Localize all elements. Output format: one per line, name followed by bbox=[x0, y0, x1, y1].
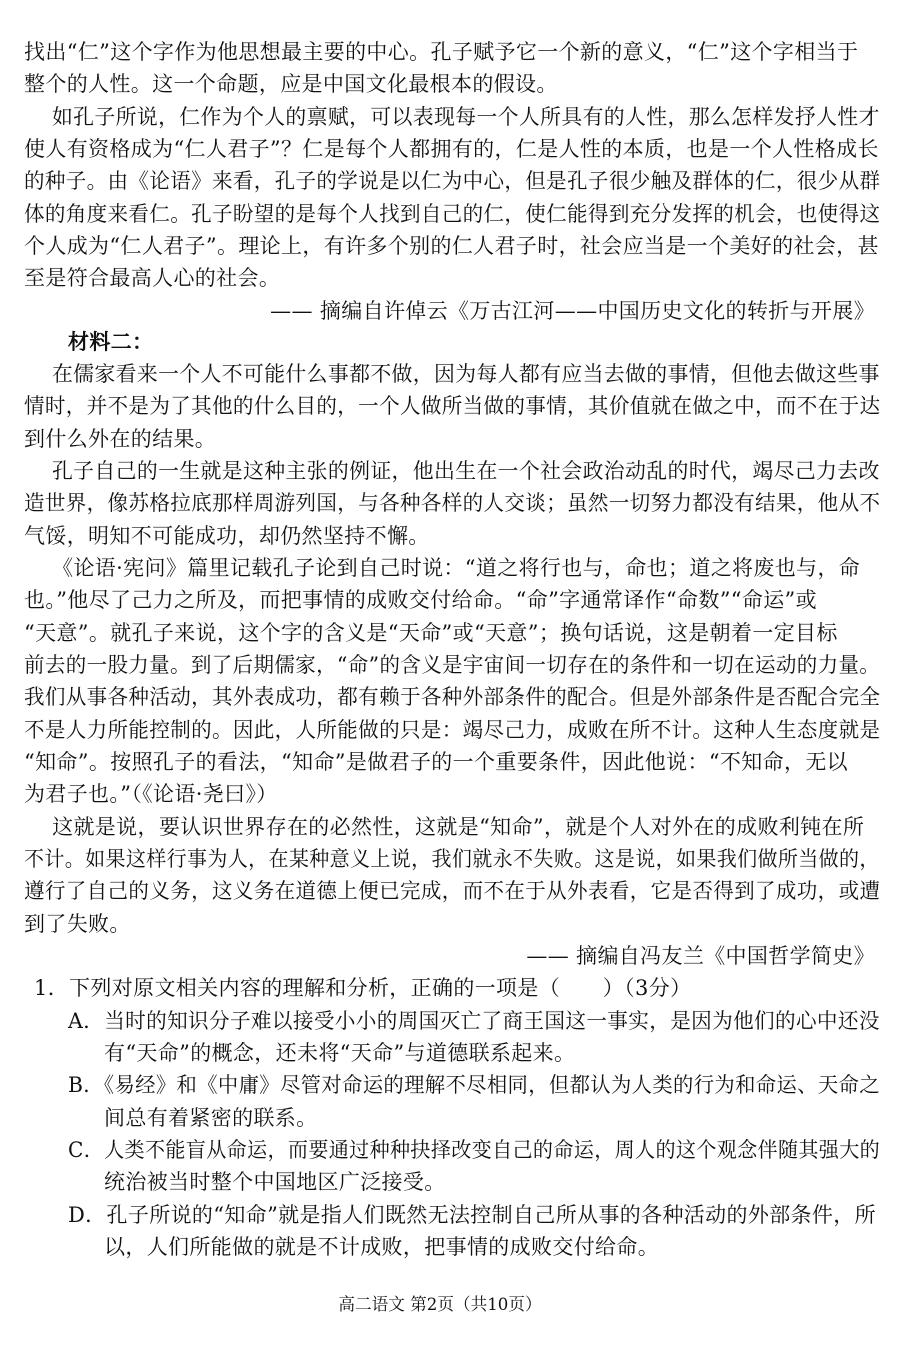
text-line: 不是人力所能控制的。因此，人所能做的只是：竭尽己力，成败在所不计。这种人生态度就是 bbox=[24, 718, 881, 742]
text-line: 为君子也。”（《论语·尧曰》） bbox=[24, 782, 278, 806]
text-line: 体的角度来看仁。孔子盼望的是每个人找到自己的仁，使仁能得到充分发挥的机会，也使得这 bbox=[24, 202, 881, 226]
text-line: 使人有资格成为“仁人君子”？仁是每个人都拥有的，仁是人性的本质，也是一个人性格成长 bbox=[24, 137, 879, 161]
text-line: 到什么外在的结果。 bbox=[24, 427, 217, 451]
text-line: 不计。如果这样行事为人，在某种意义上说，我们就永不失败。这是说，如果我们做所当做的， bbox=[24, 847, 880, 871]
text-line: 我们从事各种活动，其外表成功，都有赖于各种外部条件的配合。但是外部条件是否配合完全 bbox=[24, 685, 881, 709]
text-line: 遵行了自己的义务，这义务在道德上便已完成，而不在于从外表看，它是否得到了成功，或遭 bbox=[24, 879, 881, 903]
text-line: 在儒家看来一个人不可能什么事都不做，因为每人都有应当去做的事情，但他去做这些事 bbox=[24, 362, 880, 386]
text-line: 至是符合最高人心的社会。 bbox=[24, 266, 281, 290]
question-stem: 1．下列对原文相关内容的理解和分析，正确的一项是（ ）（3分） bbox=[34, 976, 692, 1000]
text-line: 孔子自己的一生就是这种主张的例证，他出生在一个社会政治动乱的时代，竭尽己力去改 bbox=[24, 459, 880, 483]
text-line: “天意”。就孔子来说，这个字的含义是“天命”或“天意”；换句话说，这是朝着一定目标 bbox=[24, 621, 838, 645]
text-line: 找出“仁”这个字作为他思想最主要的中心。孔子赋予它一个新的意义，“仁”这个字相当于 bbox=[24, 40, 859, 64]
text-line: 个人成为“仁人君子”。理论上，有许多个别的仁人君子时，社会应当是一个美好的社会，甚 bbox=[24, 234, 879, 258]
text-line: 气馁，明知不可能成功，却仍然坚持不懈。 bbox=[24, 524, 430, 548]
text-line: 造世界，像苏格拉底那样周游列国，与各种各样的人交谈；虽然一切努力都没有结果，他从不 bbox=[24, 491, 881, 515]
text-line: 整个的人性。这一个命题，应是中国文化最根本的假设。 bbox=[24, 72, 558, 96]
option-b: B．《易经》和《中庸》尽管对命运的理解不尽相同，但都认为人类的行为和命运、天命之 bbox=[68, 1073, 880, 1097]
text-line: 《论语·宪问》篇里记载孔子论到自己时说：“道之将行也与，命也；道之将废也与，命 bbox=[24, 556, 861, 580]
option-b: 间总有着紧密的联系。 bbox=[104, 1106, 318, 1130]
text-line: 如孔子所说，仁作为个人的禀赋，可以表现每一个人所具有的人性，那么怎样发抒人性才 bbox=[24, 105, 880, 129]
source-citation: —— 摘编自许倬云《万古江河——中国历史文化的转折与开展》 bbox=[270, 299, 875, 323]
option-a: A．当时的知识分子难以接受小小的周国灭亡了商王国这一事实，是因为他们的心中还没 bbox=[68, 1009, 880, 1033]
text-line: 情时，并不是为了其他的什么目的，一个人做所当做的事情，其价值就在做之中，而不在于达 bbox=[24, 394, 881, 418]
option-c: 统治被当时整个中国地区广泛接受。 bbox=[104, 1170, 446, 1194]
option-c: C．人类不能盲从命运，而要通过种种抉择改变自己的命运，周人的这个观念伴随其强大的 bbox=[68, 1138, 881, 1162]
text-line: 这就是说，要认识世界存在的必然性，这就是“知命”，就是个人对外在的成败利钝在所 bbox=[24, 815, 865, 839]
text-line: 的种子。由《论语》来看，孔子的学说是以仁为中心，但是孔子很少触及群体的仁，很少从群 bbox=[24, 169, 881, 193]
text-line: “知命”。按照孔子的看法，“知命”是做君子的一个重要条件，因此他说：“不知命，无以 bbox=[24, 750, 849, 774]
text-line: 前去的一股力量。到了后期儒家，“命”的含义是宇宙间一切存在的条件和一切在运动的力量。 bbox=[24, 653, 881, 677]
section-heading: 材料二： bbox=[68, 329, 154, 354]
source-citation: —— 摘编自冯友兰《中国哲学简史》 bbox=[526, 944, 875, 968]
text-line: 到了失败。 bbox=[24, 912, 131, 936]
option-d: 以，人们所能做的就是不计成败，把事情的成败交付给命。 bbox=[104, 1235, 660, 1259]
option-d: D．孔子所说的“知命”就是指人们既然无法控制自己所从事的各种活动的外部条件，所 bbox=[68, 1203, 876, 1227]
text-line: 也。”他尽了己力之所及，而把事情的成败交付给命。“命”字通常译作“命数”“命运”或 bbox=[24, 588, 817, 612]
page-footer: 高二语文 第2页（共10页） bbox=[338, 1295, 542, 1315]
option-a: 有“天命”的概念，还未将“天命”与道德联系起来。 bbox=[104, 1041, 576, 1065]
